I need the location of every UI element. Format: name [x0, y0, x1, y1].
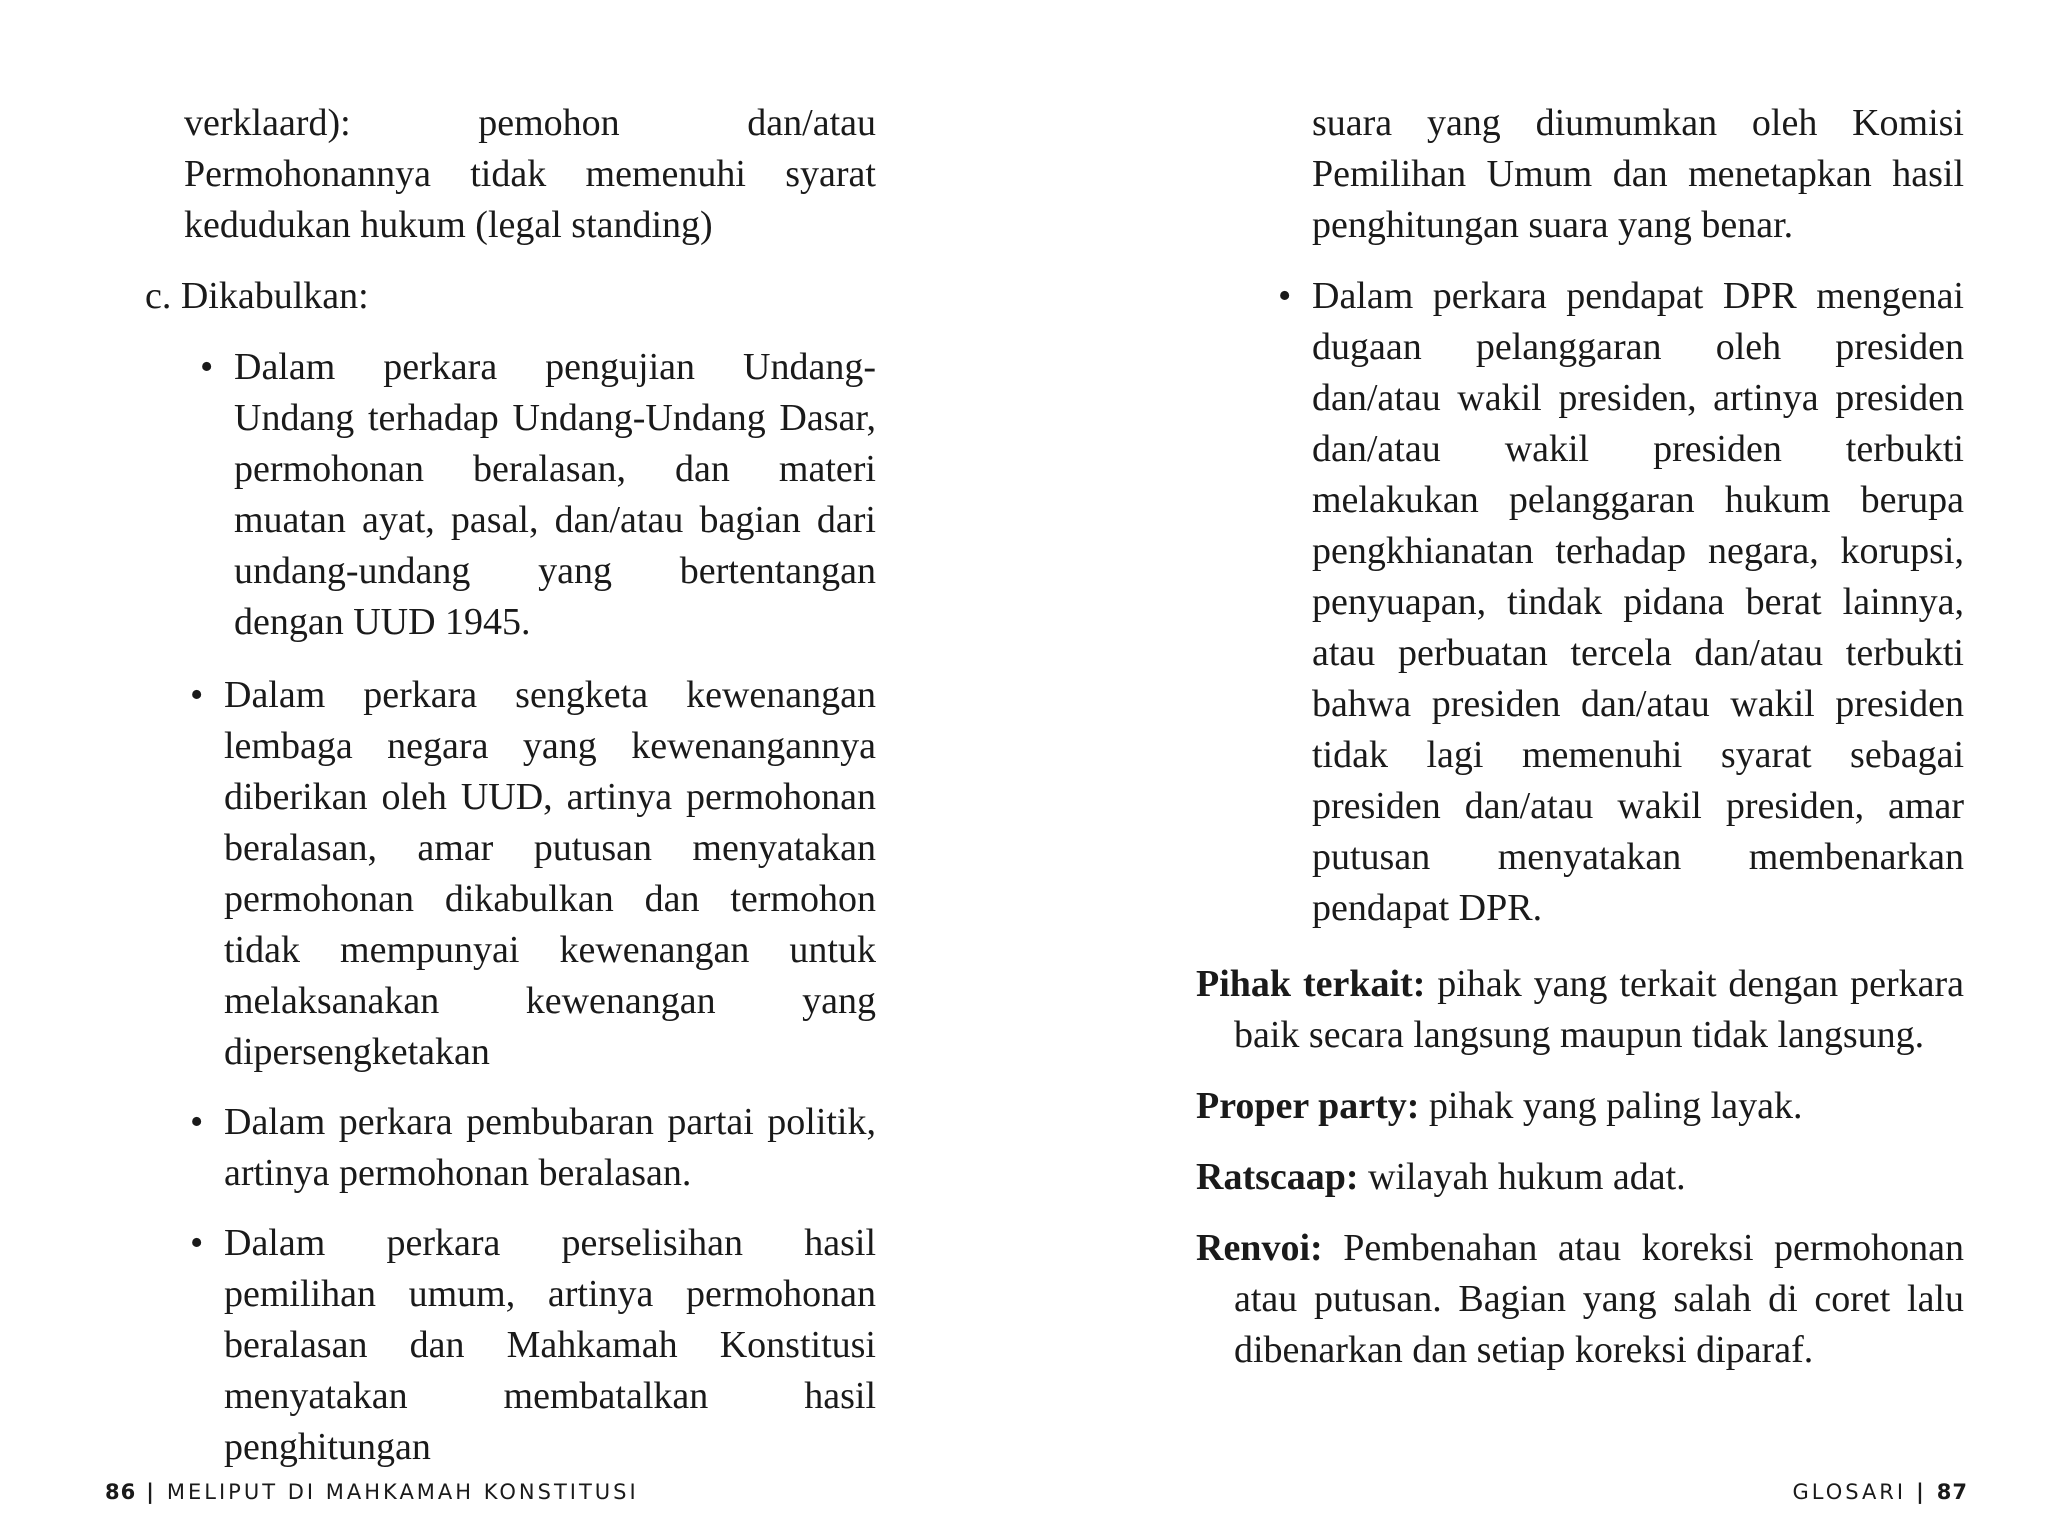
- bullet-icon: •: [1278, 275, 1292, 317]
- footer-separator: |: [146, 1480, 157, 1504]
- running-title: MELIPUT DI MAHKAMAH KONSTITUSI: [166, 1480, 639, 1504]
- bullet-text: Dalam perkara sengketa kewenangan lembaga negara yang kewenangannya diberikan oleh UUD, artinya permohonan beralasan, amar putusan menyatakan permohonan dikabulkan dan termohon tidak mempunyai kewenangan untuk melaksanakan kewenangan yang dipersengketakan: [224, 674, 876, 1073]
- glossary-entry: [1196, 959, 1964, 1061]
- bullet-text: Dalam perkara pengujian Undang-Undang terhadap Undang-Undang Dasar, permohonan beralasan, dan materi muatan ayat, pasal, dan/atau bagian dari undang-undang yang bertentangan dengan UUD 1945.: [234, 346, 876, 643]
- page-number: 87: [1936, 1480, 1968, 1504]
- list-item: [190, 1218, 876, 1473]
- glossary-entry: [1196, 1081, 1964, 1132]
- bullet-icon: •: [190, 1101, 204, 1143]
- glossary-definition: pihak yang paling layak.: [1428, 1085, 1803, 1127]
- bullet-text: Dalam perkara pembubaran partai politik, artinya permohonan beralasan.: [224, 1101, 876, 1194]
- glossary-entry: [1196, 1223, 1964, 1376]
- right-page-footer: [1792, 1480, 1968, 1504]
- footer-separator: |: [1916, 1480, 1927, 1504]
- glossary-term: Ratscaap:: [1196, 1156, 1359, 1198]
- glossary-definition: Pembenahan atau koreksi permohonan atau putusan. Bagian yang salah di coret lalu dibenarkan dan setiap koreksi diparaf.: [1234, 1227, 1965, 1371]
- glossary-list: [1196, 959, 1964, 1396]
- list-item: [190, 1097, 876, 1199]
- bullet-text: Dalam perkara perselisihan hasil pemilihan umum, artinya permohonan beralasan dan Mahkamah Konstitusi menyatakan membatalkan hasil penghitungan: [224, 1222, 876, 1468]
- glossary-definition: pihak yang terkait dengan perkara baik secara langsung maupun tidak langsung.: [1234, 963, 1964, 1056]
- glossary-entry: [1196, 1152, 1964, 1203]
- glossary-term: Renvoi:: [1196, 1227, 1323, 1269]
- left-page-footer: [105, 1480, 639, 1504]
- section-c-heading: c. Dikabulkan:: [145, 275, 369, 317]
- page-number: 86: [105, 1480, 137, 1504]
- running-title: GLOSARI: [1792, 1480, 1907, 1504]
- list-item: [200, 342, 876, 648]
- bullet-icon: •: [190, 674, 204, 716]
- list-item: [190, 670, 876, 1078]
- bullet-icon: •: [200, 346, 214, 388]
- bullet-icon: •: [190, 1222, 204, 1264]
- glossary-term: Proper party:: [1196, 1085, 1420, 1127]
- right-continuation-text: suara yang diumumkan oleh Komisi Pemilihan Umum dan menetapkan hasil penghitungan suara yang benar.: [1312, 102, 1964, 246]
- left-continuation-text: verklaard): pemohon dan/atau Permohonannya tidak memenuhi syarat kedudukan hukum (legal standing): [184, 102, 876, 246]
- bullet-list: [190, 670, 876, 1492]
- bullet-text: Dalam perkara pendapat DPR mengenai dugaan pelanggaran oleh presiden dan/atau wakil presiden, artinya presiden dan/atau wakil presiden terbukti melakukan pelanggaran hukum berupa pengkhianatan terhadap negara, korupsi, penyuapan, tindak pidana berat lainnya, atau perbuatan tercela dan/atau terbukti bahwa presiden dan/atau wakil presiden tidak lagi memenuhi syarat sebagai presiden dan/atau wakil presiden, amar putusan menyatakan membenarkan pendapat DPR.: [1312, 275, 1964, 929]
- glossary-definition: wilayah hukum adat.: [1368, 1156, 1686, 1198]
- list-item: [1278, 271, 1964, 934]
- glossary-term: Pihak terkait:: [1196, 963, 1426, 1005]
